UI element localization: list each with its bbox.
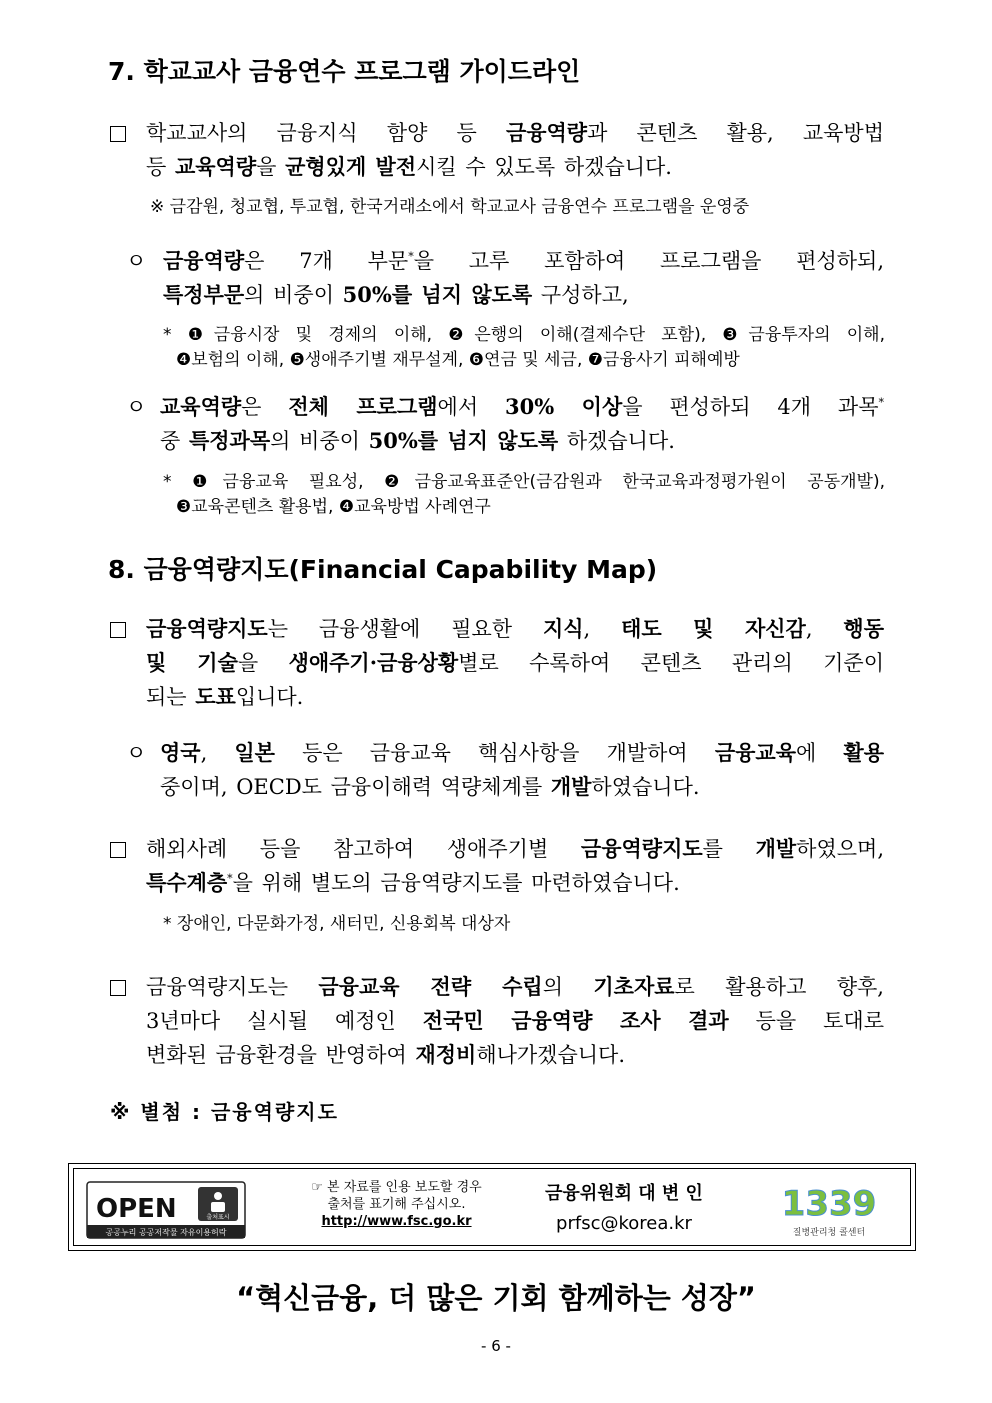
s7-paragraph-1: 학교교사의 금융지식 함양 등 금융역량과 콘텐츠 활용, 교육방법 등 교육역량을 균형있게 발전시킬 수 있도록 하겠습니다. [146, 120, 885, 179]
square-bullet [110, 614, 126, 648]
s8-paragraph-2: 영국, 일본 등은 금융교육 핵심사항을 개발하여 금융교육에 활용 중이며, OECD도 금융이해력 역량체계를 개발하였습니다. [160, 740, 884, 799]
square-bullet [110, 118, 126, 152]
open-sub-text: 공공누리 공공저작물 자유이용허락 [105, 1228, 227, 1237]
s7-note-1: ※ 금감원, 청교협, 투교협, 한국거래소에서 학교교사 금융연수 프로그램을 운영중 [150, 197, 750, 217]
page-number: - 6 - [481, 1337, 511, 1355]
circle-bullet: ㅇ [126, 741, 147, 765]
kogl-open-logo [86, 1181, 246, 1239]
logo-1339-number: 1339 [781, 1184, 877, 1224]
s8-note-1: * 장애인, 다문화가정, 새터민, 신용회복 대상자 [163, 914, 511, 934]
open-logo-text: OPEN [96, 1194, 177, 1224]
contact-email: prfsc@korea.kr [556, 1213, 692, 1234]
circle-bullet: ㅇ [126, 395, 147, 419]
s8-paragraph-3: 해외사례 등을 참고하여 생애주기별 금융역량지도를 개발하였으며, 특수계층*을 위해 별도의 금융역량지도를 마련하였습니다. [146, 836, 884, 895]
s7-paragraph-3: 교육역량은 전체 프로그램에서 30% 이상을 편성하되 4개 과목* 중 특정과목의 비중이 50%를 넘지 않도록 하겠습니다. [160, 394, 884, 453]
slogan: “혁신금융, 더 많은 기회 함께하는 성장” [236, 1281, 756, 1315]
footer-notice: ☞ 본 자료를 인용 보도할 경우 출처를 표기해 주십시오. http://www.fsc.go.kr [311, 1180, 482, 1229]
kdca-1339-logo [774, 1175, 884, 1243]
s7-paragraph-2: 금융역량은 7개 부문*을 고루 포함하여 프로그램을 편성하되, 특정부문의 비중이 50%를 넘지 않도록 구성하고, [163, 248, 885, 307]
open-badge-text: 출처표시 [206, 1214, 230, 1221]
section-7-title: 7. 학교교사 금융연수 프로그램 가이드라인 [108, 57, 581, 86]
square-bullet [110, 834, 126, 868]
section-8-title: 8. 금융역량지도(Financial Capability Map) [108, 555, 658, 584]
s8-paragraph-4: 금융역량지도는 금융교육 전략 수립의 기초자료로 활용하고 향후, 3년마다 실시될 예정인 전국민 금융역량 조사 결과 등을 토대로 변화된 금융환경을 반영하여 재정비해나가겠습니다. [146, 974, 884, 1067]
footer-box [68, 1163, 916, 1251]
fsc-website-link[interactable]: http://www.fsc.go.kr [321, 1214, 472, 1229]
attachment-note: ※ 별첨 : 금융역량지도 [110, 1100, 339, 1124]
s7-note-3: * ❶금융교육 필요성, ❷금융교육표준안(금감원과 한국교육과정평가원이 공동개발), ❸교육콘텐츠 활용법, ❹교육방법 사례연구 [163, 472, 885, 517]
org-name: 금융위원회 대 변 인 [545, 1183, 703, 1204]
footer-contact [514, 1179, 734, 1239]
s7-note-2: * ❶금융시장 및 경제의 이해, ❷은행의 이해(결제수단 포함), ❸금융투자의 이해, ❹보험의 이해, ❺생애주기별 재무설계, ❻연금 및 세금, ❼금융사기 피해예방 [163, 325, 885, 370]
circle-bullet: ㅇ [126, 249, 147, 273]
square-bullet [110, 972, 126, 1006]
s8-paragraph-1: 금융역량지도는 금융생활에 필요한 지식, 태도 및 자신감, 행동 및 기술을 생애주기·금융상황별로 수록하여 콘텐츠 관리의 기준이 되는 도표입니다. [146, 616, 884, 709]
logo-1339-caption: 질병관리청 콜센터 [792, 1228, 866, 1238]
